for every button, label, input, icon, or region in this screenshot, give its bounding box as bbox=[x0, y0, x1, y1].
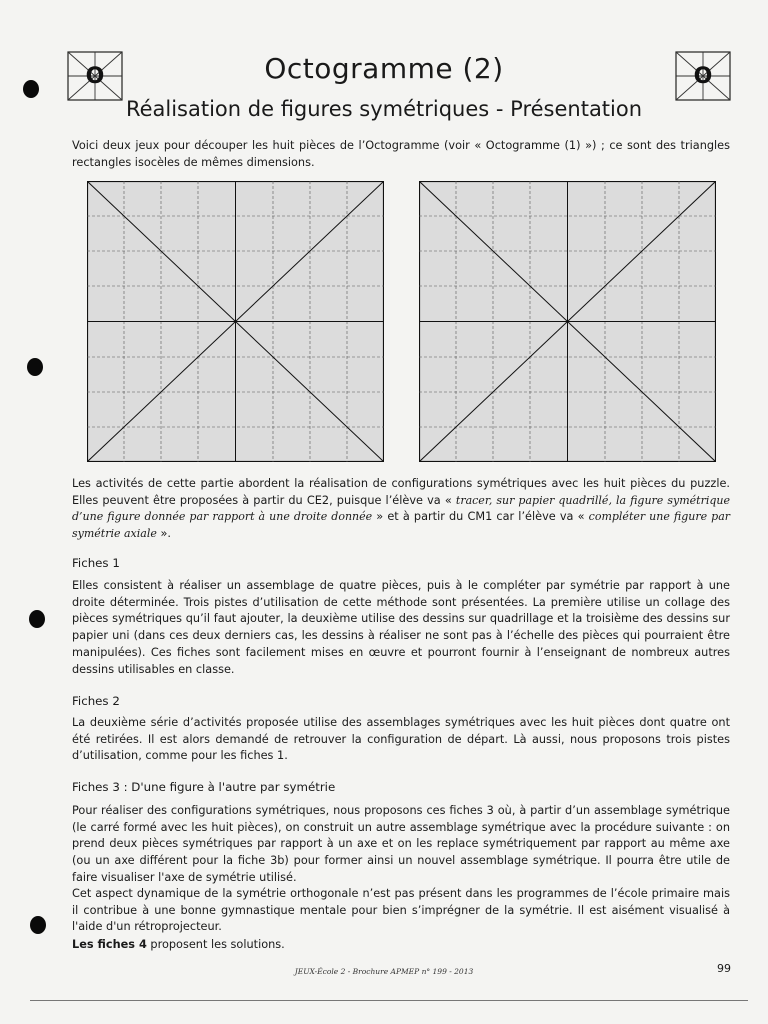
punch-hole-middle bbox=[27, 358, 43, 376]
fiches1-heading: Fiches 1 bbox=[72, 556, 120, 570]
octogramme-grid-left bbox=[87, 181, 384, 462]
page-subtitle: Réalisation de figures symétriques - Présentation bbox=[125, 97, 643, 121]
solutions-bold: Les fiches 4 bbox=[72, 938, 147, 951]
logo-letter: O bbox=[693, 63, 713, 89]
intro-paragraph: Voici deux jeux pour découper les huit pièces de l’Octogramme (voir « Octogramme (1) ») ; ce sont des triangles rectangles isocèles de mêmes dimensions. bbox=[72, 139, 730, 169]
activities-quote-1: tracer, sur papier quadrillé, la figure symétrique d’une figure donnée par rapport à une droite donnée bbox=[72, 493, 730, 524]
activities-paragraph bbox=[72, 476, 730, 543]
fiches3-paragraph-2: Cet aspect dynamique de la symétrie orthogonale n’est pas présent dans les programmes de l’école primaire mais il contribue à une bonne gymnastique mentale pour bien s’imprégner de la symétrie. Il est aisément visualisé à l'aide d'un rétroprojecteur. bbox=[72, 887, 730, 934]
octogramme-grid-right bbox=[419, 181, 716, 462]
bottom-rule bbox=[30, 1000, 748, 1001]
fiches2-heading: Fiches 2 bbox=[72, 694, 120, 708]
activities-quote-2: compléter une figure par symétrie axiale bbox=[72, 510, 731, 541]
activities-text-2: » et à partir du CM1 car l’élève va « bbox=[376, 510, 585, 524]
solutions-rest: proposent les solutions. bbox=[146, 938, 285, 951]
activities-text-3: ». bbox=[160, 527, 171, 541]
activities-text-1: Les activités de cette partie abordent la réalisation de configurations symétriques avec les huit pièces du puzzle. Elles peuvent être proposées à partir du CE2, puisque l’élève va « bbox=[72, 477, 730, 507]
page-title: Octogramme (2) bbox=[264, 52, 504, 85]
fiches1-paragraph: Elles consistent à réaliser un assemblage de quatre pièces, puis à le compléter par symétrie par rapport à une droite déterminée. Trois pistes d’utilisation de cette méthode sont présentées. La première utilise un collage des pièces symétriques qu’il faut ajouter, la deuxième utilise des dessins sur quadrillage et la troisième des dessins sur papier uni (dans ces deux derniers cas, les dessins à réaliser ne sont pas à l’échelle des pièces qui pourraient être manipulées). Ces fiches sont facilement mises en œuvre et pourront fournir à l’enseignant de nombreux autres dessins utilisables en classe. bbox=[72, 579, 730, 676]
footer-caption: JEUX-École 2 - Brochure APMEP n° 199 - 2013 bbox=[294, 967, 474, 976]
solutions-line bbox=[72, 937, 730, 954]
fiches2-paragraph: La deuxième série d’activités proposée utilise des assemblages symétriques avec les huit pièces dont quatre ont été retirées. Il est alors demandé de retrouver la configuration de départ. Là aussi, nous proposons trois pistes d’utilisation, comme pour les fiches 1. bbox=[72, 716, 730, 763]
punch-hole-bottom bbox=[30, 916, 46, 934]
page-number: 99 bbox=[717, 962, 731, 975]
punch-hole-lower bbox=[29, 610, 45, 628]
fiches3-heading: Fiches 3 : D'une figure à l'autre par symétrie bbox=[72, 780, 336, 794]
fiches3-paragraph-1: Pour réaliser des configurations symétriques, nous proposons ces fiches 3 où, à partir d’un assemblage symétrique (le carré formé avec les huit pièces), on construit un autre assemblage symétrique avec la procédure suivante : on prend deux pièces symétriques par rapport à un axe et on les replace symétriquement par rapport au même axe (ou un axe différent pour la fiche 3b) pour former ainsi un nouvel assemblage symétrique. Il pourra être utile de faire visualiser l'axe de symétrie utilisé. bbox=[72, 804, 730, 884]
logo-letter: O bbox=[85, 63, 105, 89]
